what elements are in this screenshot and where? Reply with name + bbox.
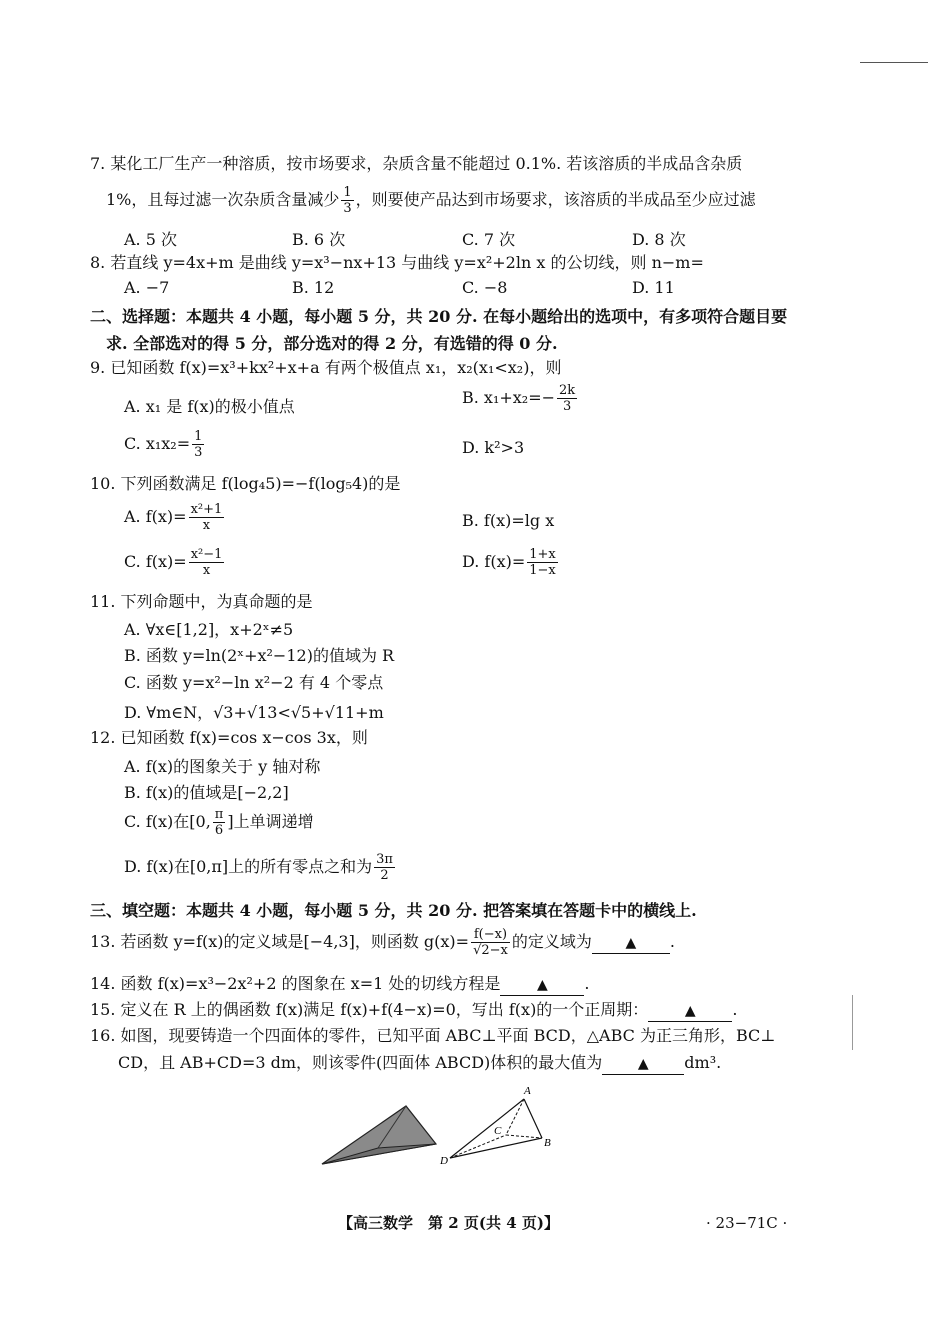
q16-unit: dm³.	[684, 1053, 722, 1072]
q14-answer-blank: ▲	[500, 975, 584, 996]
q12-option-c-text-end: ]上单调递增	[227, 812, 314, 831]
exam-code: · 23−71C ·	[706, 1214, 788, 1232]
vertex-d-label: D	[440, 1155, 448, 1167]
q7-fraction: $\frac{1}{3}$	[343, 185, 352, 216]
q8-option-c: C. −8	[462, 278, 508, 297]
q9-option-b-text: B. x₁+x₂=−	[462, 388, 556, 407]
q12-option-c	[124, 808, 314, 837]
q10-option-b: B. f(x)=lg x	[462, 511, 555, 530]
q12-option-c-fraction: $\frac{\pi}{6}$	[214, 807, 224, 838]
q10-option-c-text: C. f(x)=	[124, 552, 187, 571]
q12-option-a: A. f(x)的图象关于 y 轴对称	[124, 757, 321, 776]
q10-option-a-text: A. f(x)=	[124, 507, 187, 526]
q9-option-b	[462, 384, 579, 413]
question-16-line2	[118, 1053, 721, 1075]
q10-option-a	[124, 503, 226, 532]
q12-option-d	[124, 853, 397, 882]
margin-mark	[852, 995, 853, 1050]
vertex-a-label: A	[524, 1085, 531, 1097]
q7-text-b: ，则要使产品达到市场要求，该溶质的半成品至少应过滤	[355, 190, 756, 209]
q7-text-a: 1%，且每过滤一次杂质含量减少	[106, 190, 340, 209]
q7-option-a: A. 5 次	[124, 230, 177, 249]
section-2-heading-line2: 求. 全部选对的得 5 分，部分选对的得 2 分，有选错的得 0 分.	[106, 334, 558, 353]
q16-answer-blank: ▲	[602, 1054, 684, 1075]
section-2-heading-line1: 二、选择题：本题共 4 小题，每小题 5 分，共 20 分. 在每小题给出的选项中，有多项符合题目要	[90, 307, 788, 326]
question-8: 8. 若直线 y=4x+m 是曲线 y=x³−nx+13 与曲线 y=x²+2ln x 的公切线，则 n−m=	[90, 253, 704, 272]
question-7-line2	[106, 186, 756, 215]
q13-text-end: 的定义域为	[511, 932, 592, 951]
question-13	[90, 928, 675, 957]
q7-option-c: C. 7 次	[462, 230, 516, 249]
question-15	[90, 1000, 737, 1022]
q13-text: 13. 若函数 y=f(x)的定义域是[−4,3]，则函数 g(x)=	[90, 932, 470, 951]
vertex-b-label: B	[544, 1137, 551, 1149]
tetrahedron-abcd-diagram	[432, 1082, 562, 1172]
top-rule	[860, 62, 928, 63]
vertex-c-label: C	[494, 1125, 502, 1137]
q12-option-b: B. f(x)的值域是[−2,2]	[124, 783, 289, 802]
q8-option-b: B. 12	[292, 278, 335, 297]
question-16-line1: 16. 如图，现要铸造一个四面体的零件，已知平面 ABC⊥平面 BCD，△ABC 为正三角形，BC⊥	[90, 1026, 776, 1045]
question-12: 12. 已知函数 f(x)=cos x−cos 3x，则	[90, 728, 368, 747]
q9-option-b-fraction: $\frac{2k}{3}$	[559, 383, 576, 414]
q12-option-c-text: C. f(x)在[0,	[124, 812, 211, 831]
page-footer: 【高三数学 第 2 页(共 4 页)】	[338, 1214, 559, 1232]
q7-option-b: B. 6 次	[292, 230, 346, 249]
q9-option-c	[124, 430, 206, 459]
q15-answer-blank: ▲	[648, 1001, 732, 1022]
q10-option-d-text: D. f(x)=	[462, 552, 526, 571]
q15-text: 15. 定义在 R 上的偶函数 f(x)满足 f(x)+f(4−x)=0，写出 f(x)的一个正周期：	[90, 1000, 649, 1019]
question-7-line1: 7. 某化工厂生产一种溶质，按市场要求，杂质含量不能超过 0.1%. 若该溶质的半成品含杂质	[90, 154, 743, 173]
q9-option-a: A. x₁ 是 f(x)的极小值点	[124, 397, 295, 416]
q13-period: .	[669, 932, 675, 951]
q11-option-c: C. 函数 y=x²−ln x²−2 有 4 个零点	[124, 673, 384, 692]
q13-answer-blank: ▲	[592, 933, 670, 954]
question-14	[90, 974, 589, 996]
q10-option-d-fraction: $\frac{1+x}{1-x}$	[529, 547, 556, 578]
q13-fraction: $\frac{f(-x)}{√2-x}$	[473, 927, 508, 958]
q8-option-d: D. 11	[632, 278, 675, 297]
q9-option-d: D. k²>3	[462, 438, 525, 457]
q9-option-c-text: C. x₁x₂=	[124, 434, 191, 453]
q10-option-c	[124, 548, 226, 577]
q11-option-a: A. ∀x∈[1,2]，x+2ˣ≠5	[124, 620, 294, 639]
q12-option-d-text: D. f(x)在[0,π]上的所有零点之和为	[124, 857, 373, 876]
q14-period: .	[584, 974, 590, 993]
q9-option-c-fraction: $\frac{1}{3}$	[194, 429, 203, 460]
q14-text: 14. 函数 f(x)=x³−2x²+2 的图象在 x=1 处的切线方程是	[90, 974, 501, 993]
question-11: 11. 下列命题中，为真命题的是	[90, 592, 313, 611]
q12-option-d-fraction: $\frac{3\pi}{2}$	[376, 852, 393, 883]
q16-text: CD，且 AB+CD=3 dm，则该零件(四面体 ABCD)体积的最大值为	[118, 1053, 603, 1072]
q15-period: .	[732, 1000, 738, 1019]
q10-option-d	[462, 548, 560, 577]
tetrahedron-solid-figure	[318, 1098, 448, 1170]
question-10: 10. 下列函数满足 f(log₄5)=−f(log₅4)的是	[90, 474, 401, 493]
question-9: 9. 已知函数 f(x)=x³+kx²+x+a 有两个极值点 x₁，x₂(x₁<x₂)，则	[90, 358, 562, 377]
q10-option-a-fraction: $\frac{\text{x²+1}}{x}$	[190, 502, 223, 533]
q11-option-b: B. 函数 y=ln(2ˣ+x²−12)的值域为 R	[124, 646, 395, 665]
q7-option-d: D. 8 次	[632, 230, 686, 249]
q11-option-d: D. ∀m∈N，√3+√13<√5+√11+m	[124, 703, 384, 722]
q10-option-c-fraction: $\frac{\text{x²−1}}{x}$	[190, 547, 223, 578]
q8-option-a: A. −7	[124, 278, 170, 297]
section-3-heading: 三、填空题：本题共 4 小题，每小题 5 分，共 20 分. 把答案填在答题卡中的横线上.	[90, 901, 697, 920]
